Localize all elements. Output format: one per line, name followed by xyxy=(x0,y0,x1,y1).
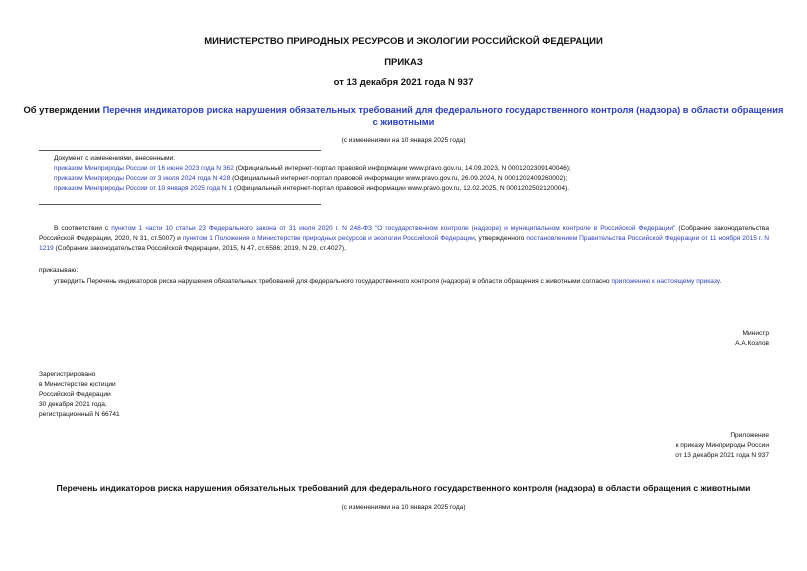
appendix-link[interactable]: приложению к настоящему приказу xyxy=(611,278,720,285)
signatory-name: А.А.Козлов xyxy=(735,340,769,347)
document-type: ПРИКАЗ xyxy=(384,57,423,68)
amendment-link[interactable]: приказом Минприроды России от 10 января 2025 года N 1 xyxy=(54,185,233,192)
signatory-position: Министр xyxy=(742,330,769,337)
title-link[interactable]: Перечня индикаторов риска нарушения обязательных требований для федерального государственного контроля (надзора) в области обращения xyxy=(102,105,784,115)
regulation-link[interactable]: пунктом 1 Положения о Министерстве природных ресурсов и экологии Российской Федерации xyxy=(182,235,475,242)
amendment-item: приказом Минприроды России от 10 января 2025 года N 1 (Официальный интернет-портал правовой информации www.pravo.gov.ru, 12.02.2025, N 0001202502120004). xyxy=(54,185,570,192)
ministry-name: МИНИСТЕРСТВО ПРИРОДНЫХ РЕСУРСОВ И ЭКОЛОГИИ РОССИЙСКОЙ ФЕДЕРАЦИИ xyxy=(204,36,603,47)
amendments-top-divider xyxy=(39,150,321,151)
title-link-continued[interactable]: с животными xyxy=(372,117,435,127)
order-text: утвердить Перечень индикаторов риска нарушения обязательных требований для федерального государственного контроля (надзора) в области обращения с животными согласно приложению к настоящему приказу. xyxy=(54,278,722,285)
list-revision-note: (с изменениями на 10 января 2025 года) xyxy=(341,504,466,511)
amendment-item: приказом Минприроды России от 3 июля 2024 года N 428 (Официальный интернет-портал правовой информации www.pravo.gov.ru, 26.09.2024, N 0001202409260002); xyxy=(54,175,568,182)
amendments-block xyxy=(54,154,774,194)
document-date-number: от 13 декабря 2021 года N 937 xyxy=(333,77,474,88)
document-title xyxy=(0,104,807,128)
preamble-paragraph: В соответствии с пунктом 1 части 10 статьи 23 Федерального закона от 31 июля 2020 г. N 248-ФЗ "О государственном контроле (надзоре) и муниципальном контроле в Российской Федерации" (Собрание законодательства Российской Федерации, 2020, N 31, ст.5007) и пунктом 1 Положения о Министерстве природных ресурсов и экологии Российской Федерации, утвержденного постановлением Правительства Российской Федерации от 11 ноября 2015 г. N 1219 (Собрание законодательства Российской Федерации, 2015, N 47, ст.6586; 2019, N 29, ст.4027), xyxy=(39,225,770,252)
amendments-intro: Документ с изменениями, внесенными: xyxy=(54,155,176,162)
federal-law-link[interactable]: пунктом 1 части 10 статьи 23 Федерального закона от 31 июля 2020 г. N 248-ФЗ "О государственном контроле (надзоре) и муниципальном контроле в Российской Федерации" xyxy=(111,225,676,232)
amendment-item: приказом Минприроды России от 16 июня 2023 года N 362 (Официальный интернет-портал правовой информации www.pravo.gov.ru, 14.09.2023, N 0001202309140046); xyxy=(54,165,571,172)
amendment-link[interactable]: приказом Минприроды России от 3 июля 2024 года N 428 xyxy=(54,175,231,182)
registration-block: Зарегистрировано в Министерстве юстиции Российской Федерации 30 декабря 2021 года, регистрационный N 66741 xyxy=(39,371,120,418)
amendment-link[interactable]: приказом Минприроды России от 16 июня 2023 года N 362 xyxy=(54,165,234,172)
appendix-order-ref: к приказу Минприроды России xyxy=(675,442,769,449)
appendix-date-ref: от 13 декабря 2021 года N 937 xyxy=(675,452,769,459)
revision-note: (с изменениями на 10 января 2025 года) xyxy=(341,137,466,144)
list-title: Перечень индикаторов риска нарушения обязательных требований для федерального государственного контроля (надзора) в области обращения с животными xyxy=(56,483,751,493)
amendments-bottom-divider xyxy=(39,204,321,205)
signature-block xyxy=(735,329,769,349)
order-word: приказываю: xyxy=(39,267,79,274)
appendix-block xyxy=(675,431,769,461)
appendix-label: Приложение xyxy=(730,432,769,439)
title-prefix: Об утверждении xyxy=(23,105,103,115)
government-decree-link[interactable]: постановлением Правительства Российской Федерации от 11 ноября 2015 г. N 1219 xyxy=(39,235,770,252)
